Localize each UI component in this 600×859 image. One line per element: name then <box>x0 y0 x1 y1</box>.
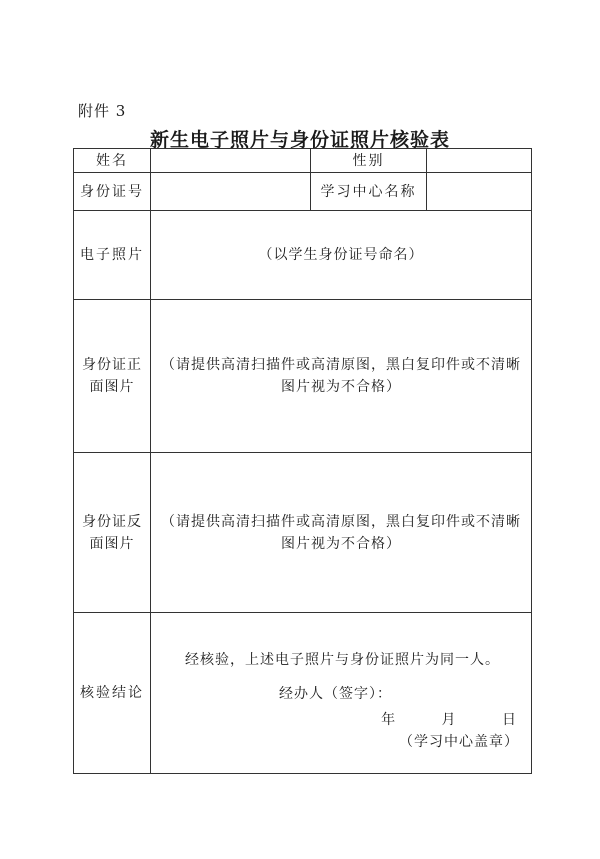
name-label: 姓名 <box>74 149 151 173</box>
id-back-hint-line-1: （请提供高清扫描件或高清原图，黑白复印件或不清晰 <box>161 513 521 530</box>
id-front-label-line-2: 面图片 <box>89 379 135 395</box>
date-month: 月 <box>441 712 457 728</box>
id-front-hint-line-2: 图片视为不合格） <box>281 379 401 395</box>
verification-statement: 经核验，上述电子照片与身份证照片为同一人。 <box>185 652 500 668</box>
gender-field[interactable] <box>427 149 532 173</box>
id-back-label <box>74 453 151 613</box>
date-line <box>359 709 517 729</box>
id-front-hint-line-1: （请提供高清扫描件或高清原图，黑白复印件或不清晰 <box>161 357 521 373</box>
photo-area[interactable] <box>151 211 532 300</box>
gender-label: 性别 <box>311 149 427 173</box>
id-back-label-line-1: 身份证反 <box>82 513 142 530</box>
id-front-label <box>74 300 151 453</box>
id-number-label: 身份证号 <box>74 173 151 211</box>
id-number-field[interactable] <box>151 173 311 211</box>
photo-hint: （以学生身份证号命名） <box>258 247 424 263</box>
date-year: 年 <box>381 712 397 728</box>
verification-label: 核验结论 <box>74 613 151 774</box>
seal-note: （学习中心盖章） <box>399 734 519 750</box>
date-day: 日 <box>502 712 517 728</box>
attachment-number: 附件 3 <box>78 102 127 120</box>
verification-area[interactable] <box>151 613 532 774</box>
signer-label: 经办人（签字）： <box>279 686 392 702</box>
verification-form <box>73 148 532 774</box>
id-back-hint-line-2: 图片视为不合格） <box>281 535 401 552</box>
id-front-label-line-1: 身份证正 <box>82 357 142 373</box>
learning-center-field[interactable] <box>427 173 532 211</box>
form-title: 新生电子照片与身份证照片核验表 <box>149 129 450 151</box>
id-back-label-line-2: 面图片 <box>89 535 135 552</box>
id-back-area[interactable] <box>151 453 532 613</box>
id-front-area[interactable] <box>151 300 532 453</box>
photo-label: 电子照片 <box>74 211 151 300</box>
name-field[interactable] <box>151 149 311 173</box>
learning-center-label: 学习中心名称 <box>311 173 427 211</box>
